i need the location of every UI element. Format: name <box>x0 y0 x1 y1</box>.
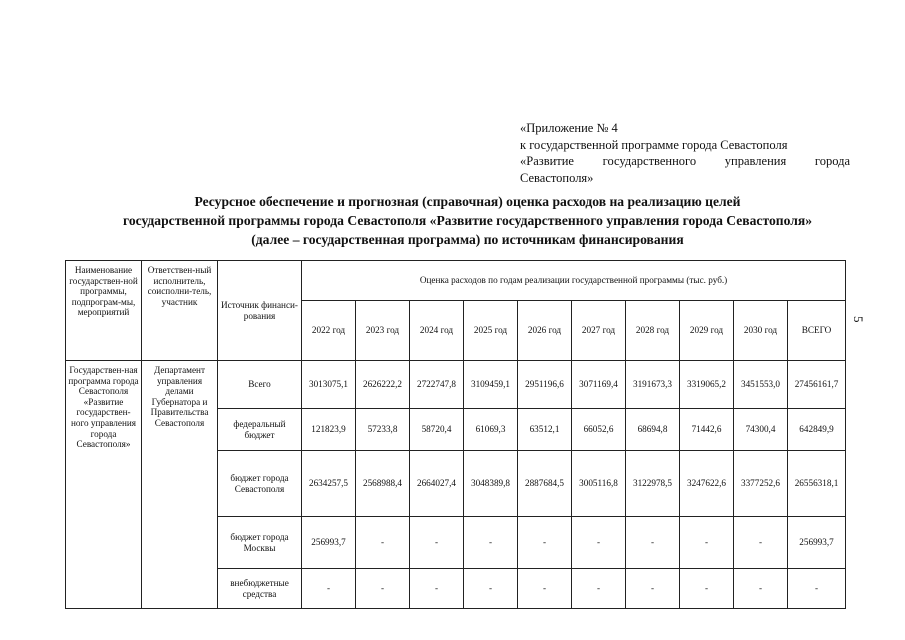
year-value-cell: - <box>464 569 518 609</box>
year-value-cell: - <box>518 569 572 609</box>
title-line-2: государственной программы города Севастополя «Развитие государственного управления города Севастополя» <box>123 213 812 228</box>
appendix-line-4: Севастополя» <box>520 170 594 185</box>
funding-source-cell: Всего <box>218 361 302 409</box>
year-value-cell: 3109459,1 <box>464 361 518 409</box>
header-year: 2023 год <box>356 301 410 361</box>
year-value-cell: - <box>734 517 788 569</box>
funding-source-cell: внебюджетные средства <box>218 569 302 609</box>
total-value-cell: 27456161,7 <box>788 361 846 409</box>
year-value-cell: 71442,6 <box>680 409 734 451</box>
header-year: 2027 год <box>572 301 626 361</box>
title-line-3: (далее – государственная программа) по источникам финансирования <box>251 232 684 247</box>
year-value-cell: 74300,4 <box>734 409 788 451</box>
total-value-cell: 256993,7 <box>788 517 846 569</box>
document-title <box>60 192 875 249</box>
funding-table-body <box>66 261 846 609</box>
year-value-cell: - <box>356 569 410 609</box>
header-total: ВСЕГО <box>788 301 846 361</box>
year-value-cell: 61069,3 <box>464 409 518 451</box>
year-value-cell: - <box>410 517 464 569</box>
year-value-cell: - <box>410 569 464 609</box>
year-value-cell: 3247622,6 <box>680 451 734 517</box>
header-expense-estimate: Оценка расходов по годам реализации государственной программы (тыс. руб.) <box>302 261 846 301</box>
year-value-cell: 3071169,4 <box>572 361 626 409</box>
header-year: 2029 год <box>680 301 734 361</box>
year-value-cell: 57233,8 <box>356 409 410 451</box>
total-value-cell: - <box>788 569 846 609</box>
year-value-cell: - <box>680 517 734 569</box>
header-year: 2025 год <box>464 301 518 361</box>
year-value-cell: - <box>626 517 680 569</box>
year-value-cell: - <box>626 569 680 609</box>
funding-source-cell: федеральный бюджет <box>218 409 302 451</box>
year-value-cell: - <box>464 517 518 569</box>
year-value-cell: 2722747,8 <box>410 361 464 409</box>
year-value-cell: 58720,4 <box>410 409 464 451</box>
year-value-cell: - <box>572 517 626 569</box>
year-value-cell: 3013075,1 <box>302 361 356 409</box>
year-value-cell: - <box>680 569 734 609</box>
year-value-cell: 2951196,6 <box>518 361 572 409</box>
year-value-cell: - <box>572 569 626 609</box>
year-value-cell: - <box>356 517 410 569</box>
program-name-cell: Государствен-ная программа города Севастополя «Развитие государствен-ного управления города Севастополя» <box>66 361 142 609</box>
appendix-line-1: «Приложение № 4 <box>520 121 618 135</box>
appendix-line-3: «Развитие государственного управления города <box>520 154 850 168</box>
year-value-cell: 3122978,5 <box>626 451 680 517</box>
year-value-cell: 2887684,5 <box>518 451 572 517</box>
year-value-cell: 3451553,0 <box>734 361 788 409</box>
header-executor: Ответствен-ный исполнитель, соисполни-тель, участник <box>142 261 218 361</box>
year-value-cell: 66052,6 <box>572 409 626 451</box>
year-value-cell: 3377252,6 <box>734 451 788 517</box>
header-year: 2028 год <box>626 301 680 361</box>
header-year: 2026 год <box>518 301 572 361</box>
year-value-cell: 121823,9 <box>302 409 356 451</box>
appendix-caption <box>520 120 850 186</box>
title-line-1: Ресурсное обеспечение и прогнозная (справочная) оценка расходов на реализацию целей <box>194 194 741 209</box>
year-value-cell: 2568988,4 <box>356 451 410 517</box>
total-value-cell: 642849,9 <box>788 409 846 451</box>
year-value-cell: 3191673,3 <box>626 361 680 409</box>
table-row <box>66 361 846 409</box>
header-year: 2024 год <box>410 301 464 361</box>
year-value-cell: 2626222,2 <box>356 361 410 409</box>
year-value-cell: 3005116,8 <box>572 451 626 517</box>
header-funding-source: Источник финанси-рования <box>218 261 302 361</box>
year-value-cell: - <box>302 569 356 609</box>
total-value-cell: 26556318,1 <box>788 451 846 517</box>
year-value-cell: - <box>734 569 788 609</box>
year-value-cell: 2634257,5 <box>302 451 356 517</box>
funding-source-cell: бюджет города Севастополя <box>218 451 302 517</box>
funding-source-cell: бюджет города Москвы <box>218 517 302 569</box>
year-value-cell: 3319065,2 <box>680 361 734 409</box>
header-row-group <box>66 261 846 301</box>
year-value-cell: - <box>518 517 572 569</box>
year-value-cell: 256993,7 <box>302 517 356 569</box>
executor-cell: Департамент управления делами Губернатора и Правительства Севастополя <box>142 361 218 609</box>
appendix-line-2: к государственной программе города Севастополя <box>520 137 788 152</box>
page-number: 5 <box>851 316 866 323</box>
funding-table <box>65 260 846 609</box>
year-value-cell: 2664027,4 <box>410 451 464 517</box>
header-year: 2022 год <box>302 301 356 361</box>
header-year: 2030 год <box>734 301 788 361</box>
year-value-cell: 3048389,8 <box>464 451 518 517</box>
header-program-name: Наименование государствен-ной программы, подпрограм-мы, мероприятий <box>66 261 142 361</box>
year-value-cell: 63512,1 <box>518 409 572 451</box>
year-value-cell: 68694,8 <box>626 409 680 451</box>
